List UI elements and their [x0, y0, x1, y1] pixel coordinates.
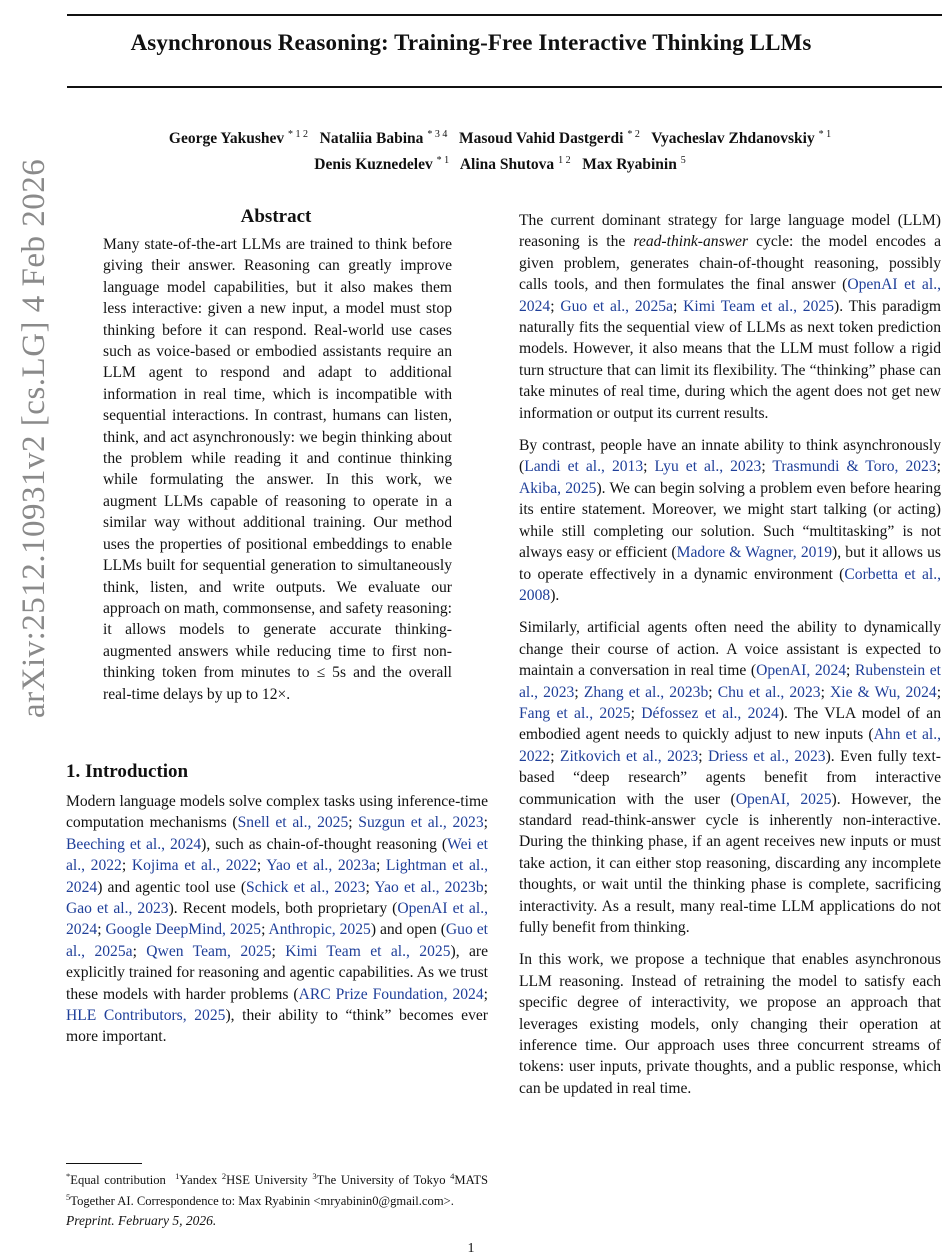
citation-link[interactable]: OpenAI, 2025: [735, 790, 832, 808]
citation-link[interactable]: Kimi Team et al., 2025: [683, 297, 834, 315]
page-number: 1: [467, 1241, 475, 1256]
citation-link[interactable]: Driess et al., 2023: [708, 747, 826, 765]
author-list: [60, 124, 940, 176]
citation-link[interactable]: OpenAI et al., 2024: [66, 900, 488, 939]
author: Nataliia Babina $^{* 3 4}$: [319, 129, 448, 148]
abstract-heading: Abstract: [240, 206, 312, 227]
intro-paragraph-2: The current dominant strategy for large language model (LLM) reasoning is the read-think-answer cycle: the model encodes a given problem, generates chain-of-thought reasoning, possibly calls tools, and then formulates the final answer (OpenAI et al., 2024; Guo et al., 2025a; Kimi Team et al., 2025). This paradigm naturally fits the sequential view of LLMs as next token prediction models. However, it also means that the LLM must follow a rigid turn structure that can limit its flexibility. The “thinking” phase can take minutes of real time, during which the agent does not get new information or output its current results.: [519, 212, 942, 422]
citation-link[interactable]: Fang et al., 2025: [519, 704, 631, 722]
citation-link[interactable]: HLE Contributors, 2025: [66, 1007, 226, 1025]
citation-link[interactable]: OpenAI et al., 2024: [519, 276, 941, 315]
author: Denis Kuznedelev $^{* 1}$: [314, 155, 450, 174]
citation-link[interactable]: Wei et al., 2022: [66, 835, 488, 875]
citation-link[interactable]: Snell et al., 2025: [237, 814, 349, 832]
intro-paragraph-3: By contrast, people have an innate ability to think asynchronously (Landi et al., 2013; Lyu et al., 2023; Trasmundi & Toro, 2023; Akiba, 2025). We can begin solving a problem even before hearing its entire statement. Moreover, we might start talking (or acting) while still completing our solution. Such “multitasking” is not always easy or efficient (Madore & Wagner, 2019), but it allows us to operate effectively in a dynamic environment (Corbetta et al., 2008).: [519, 437, 942, 604]
citation-link[interactable]: Chu et al., 2023: [717, 683, 821, 701]
citation-link[interactable]: Lyu et al., 2023: [654, 458, 762, 476]
citation-link[interactable]: Qwen Team, 2025: [146, 942, 272, 960]
author: Alina Shutova $^{1 2}$: [459, 155, 571, 174]
citation-link[interactable]: Guo et al., 2025a: [560, 297, 673, 315]
preprint-line: Preprint. February 5, 2026.: [66, 1213, 217, 1228]
citation-link[interactable]: ARC Prize Foundation, 2024: [298, 985, 484, 1003]
citation-link[interactable]: Rubenstein et al., 2023: [519, 662, 941, 701]
citation-link[interactable]: Zitkovich et al., 2023: [559, 747, 699, 765]
citation-link[interactable]: Akiba, 2025: [519, 479, 597, 497]
intro-paragraph-4: Similarly, artificial agents often need the ability to dynamically change their course of action. A voice assistant is expected to maintain a conversation in real time (OpenAI, 2024; Rubenstein et al., 2023; Zhang et al., 2023b; Chu et al., 2023; Xie & Wu, 2024; Fang et al., 2025; Défossez et al., 2024). The VLA model of an embodied agent needs to quickly adjust to new inputs (Ahn et al., 2022; Zitkovich et al., 2023; Driess et al., 2023). Even fully text-based “deep research” agents benefit from interactive communication with the user (OpenAI, 2025). However, the standard read-think-answer cycle is inherently non-interactive. During the thinking phase, if an agent receives new inputs or must take action, it can either stop reasoning, discarding any incomplete thoughts, or wait until the thinking phase is complete, sacrificing interactivity. As a result, many real-time LLM applications do not fully benefit from thinking.: [519, 619, 942, 936]
citation-link[interactable]: OpenAI, 2024: [756, 662, 847, 680]
intro-paragraph-1: Modern language models solve complex tasks using inference-time computation mechanisms (Snell et al., 2025; Suzgun et al., 2023; Beeching et al., 2024), such as chain-of-thought reasoning (Wei et al., 2022; Kojima et al., 2022; Yao et al., 2023a; Lightman et al., 2024) and agentic tool use (Schick et al., 2023; Yao et al., 2023b; Gao et al., 2023). Recent models, both proprietary (OpenAI et al., 2024; Google DeepMind, 2025; Anthropic, 2025) and open (Guo et al., 2025a; Qwen Team, 2025; Kimi Team et al., 2025), are explicitly trained for reasoning and agentic capabilities. As we trust these models with harder problems (ARC Prize Foundation, 2024; HLE Contributors, 2025), their ability to “think” becomes ever more important.: [66, 793, 489, 1046]
citation-link[interactable]: Lightman et al., 2024: [66, 857, 489, 896]
citation-link[interactable]: Ahn et al., 2022: [519, 726, 941, 765]
citation-link[interactable]: Yao et al., 2023b: [374, 878, 484, 896]
section-heading-introduction: 1. Introduction: [66, 761, 189, 782]
abstract-text: Many state-of-the-art LLMs are trained to think before giving their answer. Reasoning can greatly improve language model capabilities, but it also makes them less interactive: given a new input, a model must stop thinking before it can respond. Real-world use cases such as voice-based or embodied assistants require an LLM agent to respond and adapt to additional information in real time, which is incompatible with sequential interactions. In contrast, humans can listen, think, and act asynchronously: we begin thinking about the problem while reading it and continue thinking while formulating the answer. In this work, we augment LLMs capable of reasoning to operate in a similar way without additional training. Our method uses the properties of positional embeddings to enable LLMs built for sequential generation to simultaneously think, listen, and write outputs. We evaluate our approach on math, commonsense, and safety reasoning: it allows models to generate accurate thinking-augmented answers while reducing time to first non-thinking token from minutes to ≤ 5s and the overall real-time delays by up to 12×.: [103, 236, 452, 703]
author: Max Ryabinin $^5$: [582, 155, 686, 174]
footnote-rule: [66, 1163, 142, 1164]
citation-link[interactable]: Corbetta et al., 2008: [519, 565, 942, 604]
citation-link[interactable]: Zhang et al., 2023b: [583, 683, 709, 701]
citation-link[interactable]: Trasmundi & Toro, 2023: [772, 458, 937, 476]
citation-link[interactable]: Kojima et al., 2022: [131, 857, 257, 875]
citation-link[interactable]: Guo et al., 2025a: [66, 921, 488, 960]
arxiv-stamp: arXiv:2512.10931v2 [cs.LG] 4 Feb 2026: [16, 158, 52, 718]
title-rule: [67, 86, 942, 88]
top-rule: [67, 14, 942, 16]
citation-link[interactable]: Schick et al., 2023: [246, 878, 366, 896]
right-column: [519, 210, 941, 1110]
citation-link[interactable]: Kimi Team et al., 2025: [285, 942, 451, 960]
citation-link[interactable]: Yao et al., 2023a: [266, 857, 376, 875]
citation-link[interactable]: Défossez et al., 2024: [641, 704, 779, 722]
citation-link[interactable]: Madore & Wagner, 2019: [676, 544, 833, 562]
citation-link[interactable]: Gao et al., 2023: [66, 900, 169, 918]
citation-link[interactable]: Xie & Wu, 2024: [830, 683, 937, 701]
citation-link[interactable]: Landi et al., 2013: [524, 458, 644, 476]
citation-link[interactable]: Suzgun et al., 2023: [358, 814, 484, 832]
footnote: *Equal contribution $^1$Yandex $^2$HSE University $^3$The University of Tokyo $^4$MATS $^5$Together AI. Correspondence to: Max Ryabinin <mryabinin0@gmail.com>.: [66, 1171, 489, 1209]
author: Masoud Vahid Dastgerdi $^{* 2}$: [458, 129, 640, 148]
citation-link[interactable]: Beeching et al., 2024: [66, 835, 202, 853]
author: Vyacheslav Zhdanovskiy $^{* 1}$: [651, 129, 832, 148]
author: George Yakushev $^{* 1 2}$: [168, 129, 309, 148]
paper-title: Asynchronous Reasoning: Training-Free Interactive Thinking LLMs: [130, 30, 812, 55]
citation-link[interactable]: Anthropic, 2025: [268, 921, 371, 939]
intro-paragraph-5: In this work, we propose a technique that enables asynchronous LLM reasoning. Instead of retraining the model to satisfy each specific degree of interactivity, we propose an approach that leverages existing models, only changing their operation at inference time. Our approach uses three concurrent streams of tokens: user inputs, private thoughts, and a public response, which can be updated in real time.: [519, 951, 941, 1097]
citation-link[interactable]: Google DeepMind, 2025: [105, 921, 262, 939]
